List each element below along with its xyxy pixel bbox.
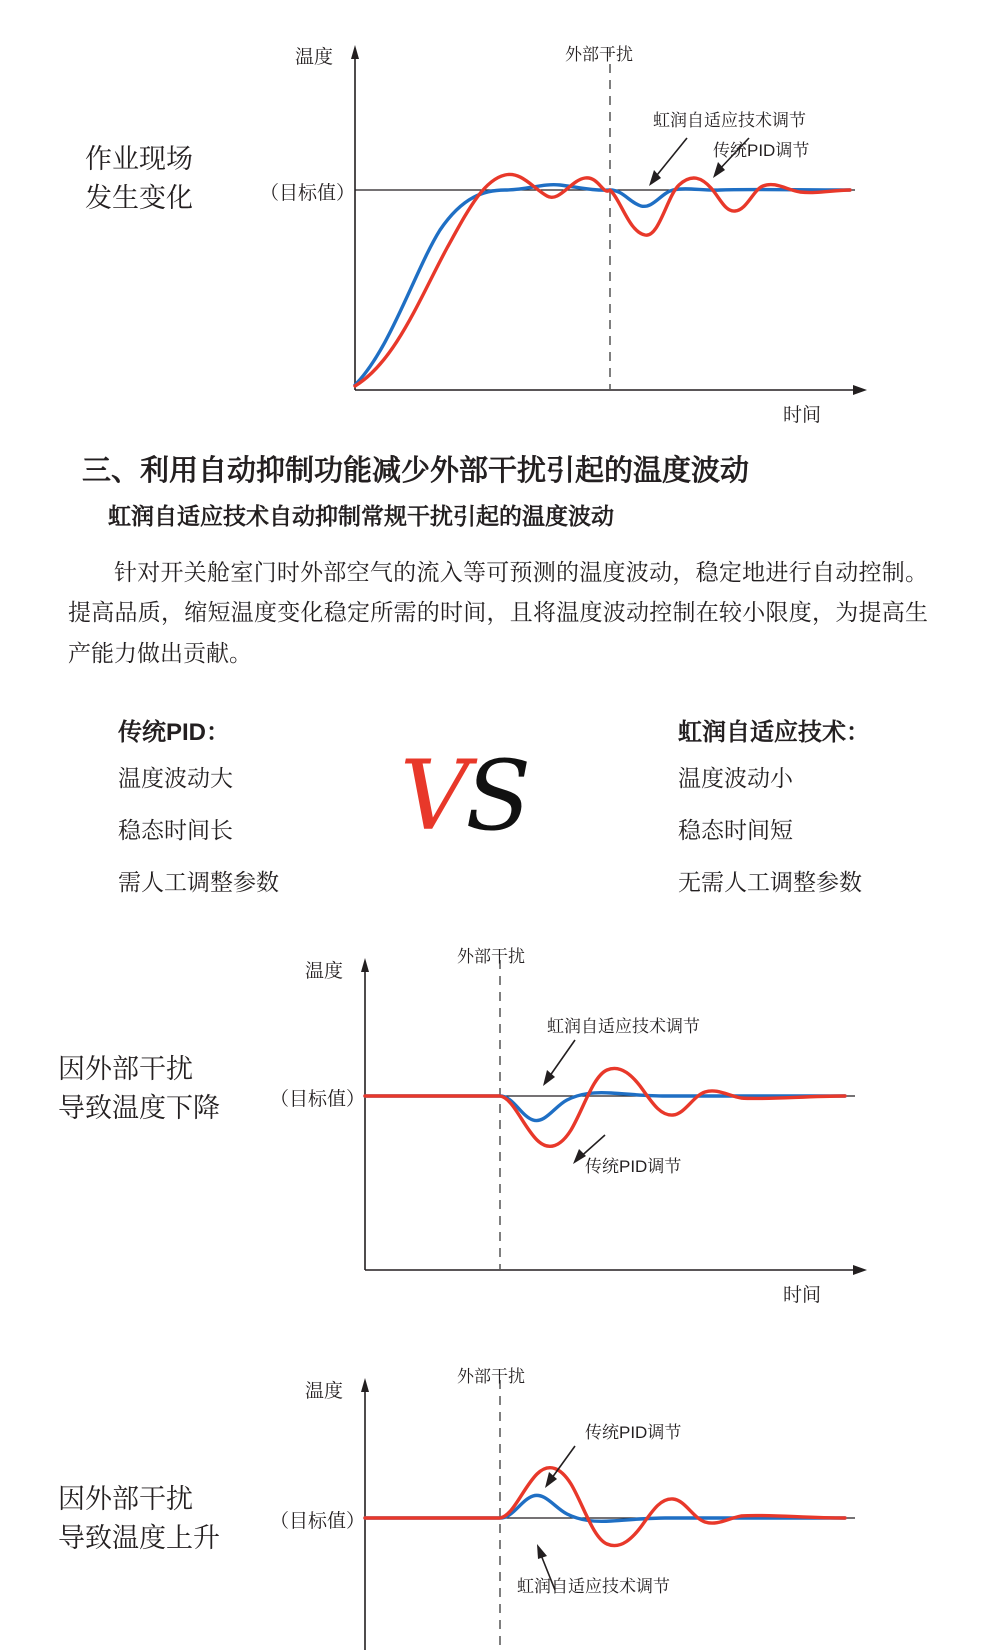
chart-3-disturbance-label: 外部干扰 (457, 1367, 525, 1386)
comparison-left-item-1: 温度波动大 (118, 765, 233, 791)
chart-2-target-label: （目标值） (270, 1089, 366, 1110)
chart-3-annotation-adaptive: 虹润自适应技术调节 (517, 1577, 670, 1596)
chart-2-annotation-pid: 传统PID调节 (585, 1157, 682, 1176)
comparison-right-title: 虹润自适应技术： (678, 719, 870, 746)
chart-3-plot (255, 1350, 895, 1650)
chart-1-caption-line-1: 作业现场 (85, 144, 193, 174)
chart-2-annotation-adaptive: 虹润自适应技术调节 (547, 1017, 700, 1036)
chart-1-disturbance-label: 外部干扰 (565, 45, 633, 64)
chart-2-caption-line-1: 因外部干扰 (58, 1054, 193, 1084)
comparison-left-title: 传统PID： (118, 719, 231, 746)
chart-3-caption (58, 1480, 220, 1558)
chart-2-caption (58, 1050, 220, 1128)
chart-1-y-axis-label: 温度 (295, 47, 334, 68)
comparison-right-item-3: 无需人工调整参数 (678, 869, 862, 895)
chart-3-caption-line-1: 因外部干扰 (58, 1484, 193, 1514)
section-heading: 三、利用自动抑制功能减少外部干扰引起的温度波动 (82, 455, 750, 487)
chart-2-x-axis-label: 时间 (783, 1285, 822, 1306)
chart-2-plot (255, 930, 895, 1300)
vs-badge (400, 740, 527, 852)
chart-2-disturbance-label: 外部干扰 (457, 947, 525, 966)
chart-1 (255, 20, 895, 430)
chart-1-caption (85, 140, 193, 218)
comparison-left-item-3: 需人工调整参数 (118, 869, 279, 895)
chart-1-annotation-pid: 传统PID调节 (713, 141, 810, 160)
chart-1-plot (255, 20, 895, 430)
chart-2-y-axis-label: 温度 (305, 961, 344, 982)
chart-3-target-label: （目标值） (270, 1511, 366, 1532)
chart-3-annotation-pid: 传统PID调节 (585, 1423, 682, 1442)
chart-3-y-axis-label: 温度 (305, 1381, 344, 1402)
chart-2 (255, 930, 895, 1306)
chart-1-annotation-adaptive: 虹润自适应技术调节 (653, 111, 806, 130)
chart-1-target-label: （目标值） (260, 183, 356, 204)
chart-2-caption-line-2: 导致温度下降 (58, 1093, 220, 1124)
sub-heading: 虹润自适应技术自动抑制常规干扰引起的温度波动 (108, 503, 614, 529)
comparison-right-item-1: 温度波动小 (678, 765, 793, 791)
vs-letter-s: S (465, 740, 528, 852)
chart-1-x-axis-label: 时间 (783, 405, 822, 426)
chart-3 (255, 1350, 895, 1596)
comparison-right-item-2: 稳态时间短 (678, 817, 793, 843)
chart-1-caption-line-2: 发生变化 (85, 183, 193, 214)
body-paragraph: 针对开关舱室门时外部空气的流入等可预测的温度波动，稳定地进行自动控制。提高品质，缩短温度变化稳定所需的时间，且将温度波动控制在较小限度，为提高生产能力做出贡献。 (68, 559, 928, 666)
vs-letter-v: V (400, 740, 466, 852)
comparison-left-item-2: 稳态时间长 (118, 817, 233, 843)
chart-3-caption-line-2: 导致温度上升 (58, 1523, 220, 1554)
